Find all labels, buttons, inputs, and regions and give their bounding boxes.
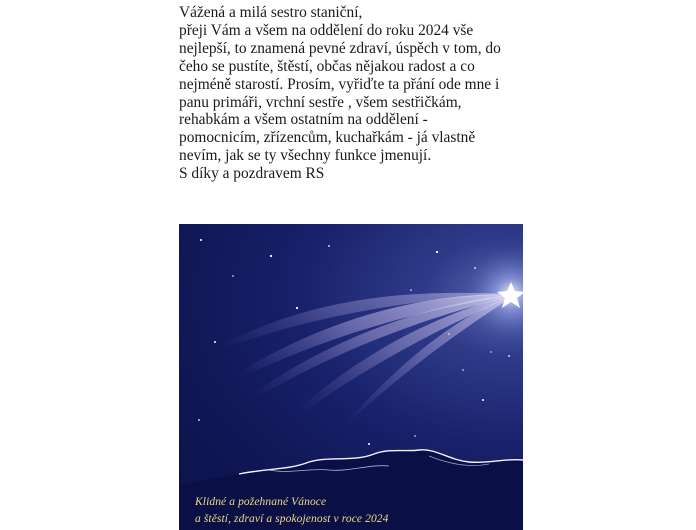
christmas-card-image bbox=[179, 224, 523, 530]
letter-line: Vážená a milá sestro staniční, bbox=[179, 4, 363, 21]
greeting-line: a štěstí, zdraví a spokojenost v roce 2024 bbox=[195, 513, 389, 525]
letter-line: pomocnicím, zřízencům, kuchařkám - já vlastně bbox=[179, 129, 476, 147]
comet-illustration bbox=[179, 224, 523, 530]
letter-text bbox=[179, 4, 539, 183]
letter-line: přeji Vám a všem na oddělení do roku 2024 vše bbox=[179, 21, 474, 39]
greeting-line: Klidné a požehnané Vánoce bbox=[195, 496, 327, 508]
letter-line: nejméně starostí. Prosím, vyřiďte ta přání ode mne i bbox=[179, 75, 500, 93]
letter-line: čeho se pustíte, štěstí, občas nějakou radost a co bbox=[179, 57, 475, 75]
letter-signature: S díky a pozdravem RS bbox=[179, 165, 325, 183]
card-greeting bbox=[195, 494, 389, 528]
letter-line: panu primáři, vrchní sestře , všem sestřičkám, bbox=[179, 93, 462, 111]
comet-tail bbox=[189, 293, 509, 452]
letter-line: rehabkám a všem ostatním na oddělení - bbox=[179, 111, 428, 129]
letter-line: nevím, jak se ty všechny funkce jmenují. bbox=[179, 147, 432, 165]
letter-line: nejlepší, to znamená pevné zdraví, úspěch v tom, do bbox=[179, 39, 501, 57]
